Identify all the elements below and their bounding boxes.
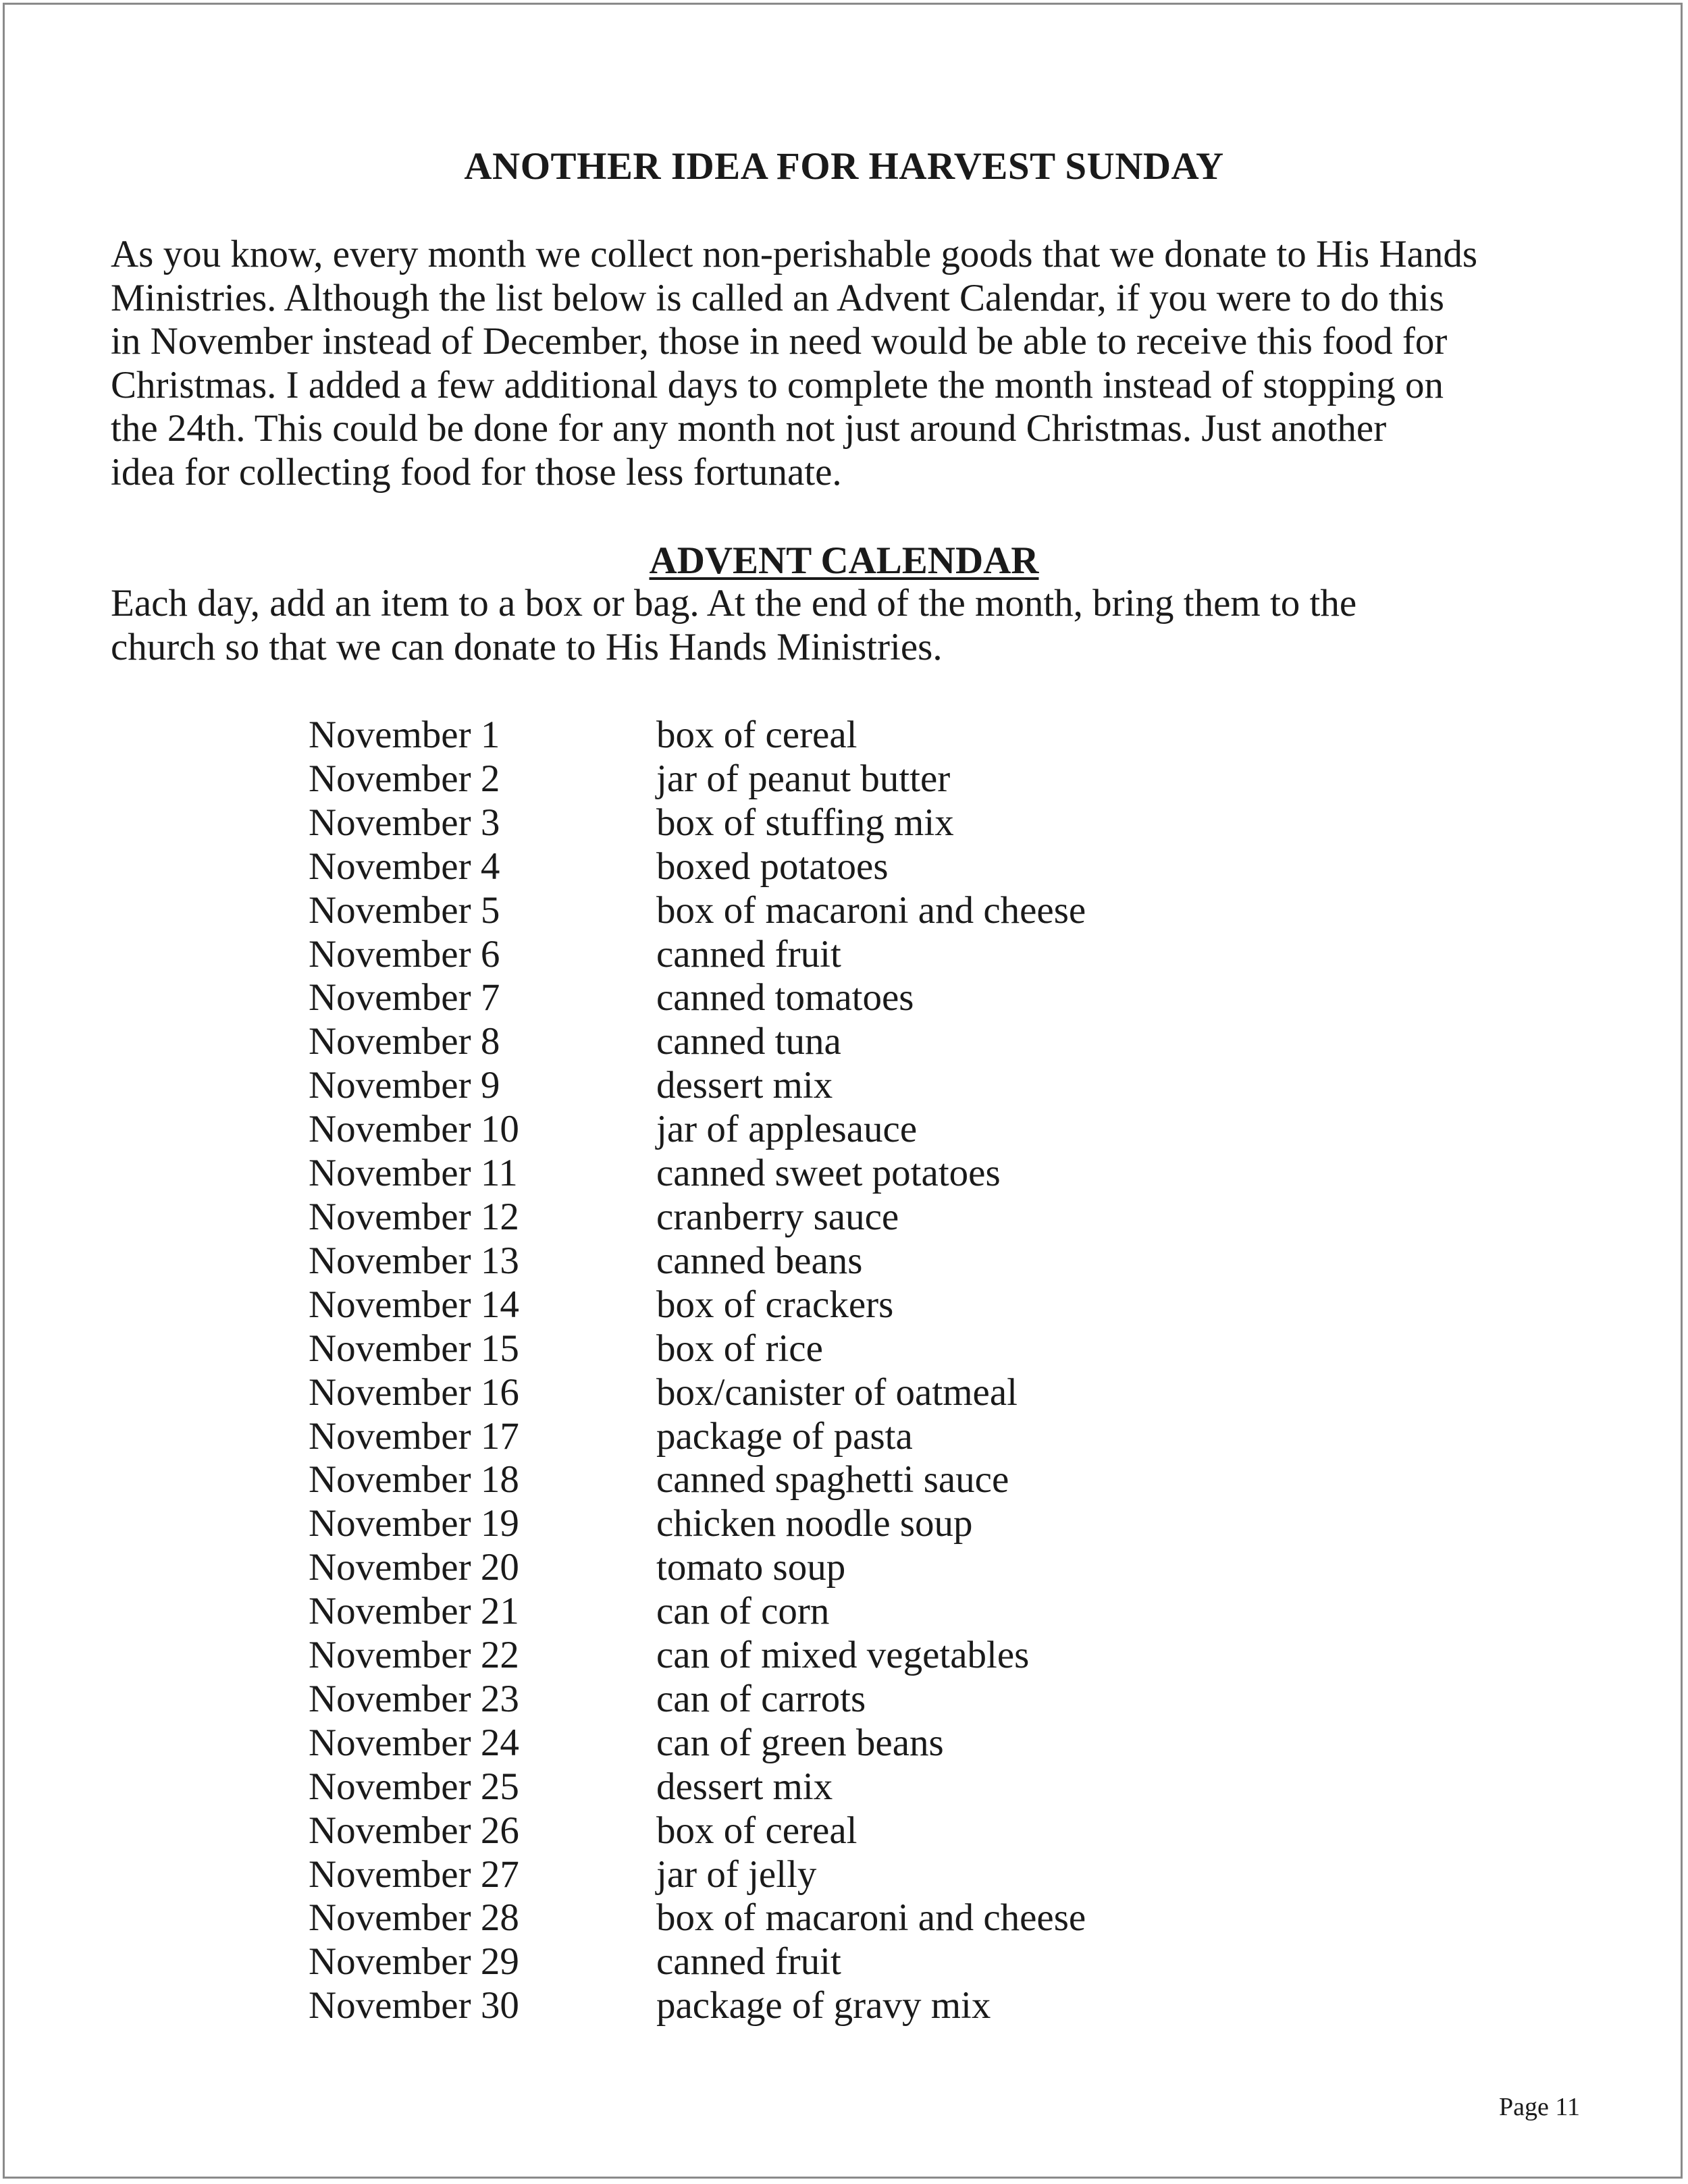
calendar-day: November 26 bbox=[309, 1809, 519, 1852]
calendar-item: canned tomatoes bbox=[656, 976, 914, 1019]
calendar-item: box of cereal bbox=[656, 1809, 858, 1852]
calendar-row bbox=[309, 1634, 1524, 1678]
calendar-item: can of mixed vegetables bbox=[656, 1634, 1030, 1677]
calendar-day: November 4 bbox=[309, 845, 500, 888]
calendar-item: box of macaroni and cheese bbox=[656, 888, 1086, 932]
calendar-row bbox=[309, 1152, 1524, 1196]
calendar-row bbox=[309, 1458, 1524, 1502]
section-heading-text: ADVENT CALENDAR bbox=[649, 539, 1039, 582]
calendar-item: dessert mix bbox=[656, 1064, 833, 1107]
calendar-day: November 23 bbox=[309, 1677, 519, 1720]
calendar-row bbox=[309, 1853, 1524, 1897]
calendar-item: canned spaghetti sauce bbox=[656, 1458, 1009, 1501]
calendar-row bbox=[309, 1502, 1524, 1546]
calendar-item: box of macaroni and cheese bbox=[656, 1896, 1086, 1940]
calendar-item: box/canister of oatmeal bbox=[656, 1370, 1018, 1414]
calendar-day: November 18 bbox=[309, 1458, 519, 1501]
intro-line: Ministries. Although the list below is called an Advent Calendar, if you were to do this bbox=[111, 276, 1444, 319]
calendar-row bbox=[309, 1371, 1524, 1415]
calendar-day: November 29 bbox=[309, 1940, 519, 1983]
calendar-day: November 17 bbox=[309, 1414, 519, 1458]
calendar-day: November 3 bbox=[309, 801, 500, 844]
calendar-day: November 7 bbox=[309, 976, 500, 1019]
calendar-row bbox=[309, 714, 1524, 757]
calendar-item: canned fruit bbox=[656, 1940, 841, 1983]
calendar-day: November 19 bbox=[309, 1502, 519, 1545]
intro-line: in November instead of December, those in need would be able to receive this food for bbox=[111, 320, 1448, 363]
calendar-day: November 16 bbox=[309, 1370, 519, 1414]
calendar-row bbox=[309, 1546, 1524, 1590]
calendar-day: November 20 bbox=[309, 1546, 519, 1589]
calendar-row bbox=[309, 1809, 1524, 1853]
calendar-row bbox=[309, 1765, 1524, 1809]
calendar-day: November 11 bbox=[309, 1152, 518, 1195]
calendar-item: box of crackers bbox=[656, 1283, 894, 1326]
calendar-day: November 8 bbox=[309, 1020, 500, 1063]
intro-line: the 24th. This could be done for any month not just around Christmas. Just another bbox=[111, 407, 1387, 450]
calendar-row bbox=[309, 1678, 1524, 1722]
calendar-day: November 13 bbox=[309, 1239, 519, 1282]
calendar-row bbox=[309, 933, 1524, 977]
calendar-row bbox=[309, 1327, 1524, 1371]
calendar-row bbox=[309, 1984, 1524, 2028]
calendar-day: November 25 bbox=[309, 1765, 519, 1808]
calendar-item: chicken noodle soup bbox=[656, 1502, 973, 1545]
advent-calendar-list bbox=[309, 714, 1524, 2028]
calendar-row bbox=[309, 889, 1524, 933]
calendar-day: November 10 bbox=[309, 1108, 519, 1151]
calendar-day: November 22 bbox=[309, 1634, 519, 1677]
intro-line: As you know, every month we collect non-perishable goods that we donate to His Hands bbox=[111, 233, 1478, 275]
calendar-row bbox=[309, 1940, 1524, 1984]
calendar-row bbox=[309, 1722, 1524, 1765]
calendar-row bbox=[309, 1064, 1524, 1108]
calendar-row bbox=[309, 1283, 1524, 1327]
calendar-item: jar of applesauce bbox=[656, 1108, 918, 1151]
intro-line: Christmas. I added a few additional days to complete the month instead of stopping on bbox=[111, 363, 1444, 406]
calendar-item: canned tuna bbox=[656, 1020, 841, 1063]
calendar-day: November 14 bbox=[309, 1283, 519, 1326]
calendar-item: canned fruit bbox=[656, 932, 841, 976]
calendar-row bbox=[309, 1108, 1524, 1152]
calendar-row bbox=[309, 1196, 1524, 1240]
calendar-row bbox=[309, 845, 1524, 889]
calendar-day: November 12 bbox=[309, 1195, 519, 1238]
calendar-item: dessert mix bbox=[656, 1765, 833, 1808]
calendar-item: cranberry sauce bbox=[656, 1195, 899, 1238]
calendar-day: November 9 bbox=[309, 1064, 500, 1107]
calendar-row bbox=[309, 976, 1524, 1020]
calendar-item: tomato soup bbox=[656, 1546, 846, 1589]
calendar-day: November 21 bbox=[309, 1590, 519, 1633]
calendar-day: November 15 bbox=[309, 1327, 519, 1370]
calendar-item: can of corn bbox=[656, 1590, 830, 1633]
instructions-paragraph bbox=[111, 582, 1610, 669]
calendar-item: canned beans bbox=[656, 1239, 863, 1282]
calendar-item: package of gravy mix bbox=[656, 1984, 991, 2027]
instructions-line: Each day, add an item to a box or bag. At the end of the month, bring them to the bbox=[111, 582, 1357, 624]
calendar-row bbox=[309, 1020, 1524, 1064]
calendar-day: November 24 bbox=[309, 1721, 519, 1764]
calendar-day: November 2 bbox=[309, 757, 500, 800]
calendar-item: jar of peanut butter bbox=[656, 757, 951, 800]
calendar-item: box of cereal bbox=[656, 714, 858, 756]
calendar-row bbox=[309, 1240, 1524, 1283]
calendar-item: box of stuffing mix bbox=[656, 801, 954, 844]
calendar-item: can of green beans bbox=[656, 1721, 944, 1764]
calendar-day: November 27 bbox=[309, 1853, 519, 1896]
calendar-day: November 5 bbox=[309, 888, 500, 932]
instructions-line: church so that we can donate to His Hands Ministries. bbox=[111, 625, 943, 668]
section-heading bbox=[0, 537, 1688, 585]
calendar-item: package of pasta bbox=[656, 1414, 913, 1458]
calendar-day: November 1 bbox=[309, 714, 500, 756]
intro-paragraph bbox=[111, 233, 1610, 494]
calendar-day: November 6 bbox=[309, 932, 500, 976]
calendar-day: November 30 bbox=[309, 1984, 519, 2027]
intro-line: idea for collecting food for those less fortunate. bbox=[111, 450, 842, 494]
calendar-item: canned sweet potatoes bbox=[656, 1152, 1001, 1195]
calendar-row bbox=[309, 1590, 1524, 1634]
calendar-item: box of rice bbox=[656, 1327, 823, 1370]
calendar-item: jar of jelly bbox=[656, 1853, 817, 1896]
page-title: ANOTHER IDEA FOR HARVEST SUNDAY bbox=[464, 145, 1224, 188]
calendar-day: November 28 bbox=[309, 1896, 519, 1940]
calendar-item: boxed potatoes bbox=[656, 845, 889, 888]
calendar-row bbox=[309, 757, 1524, 801]
calendar-row bbox=[309, 1896, 1524, 1940]
calendar-row bbox=[309, 801, 1524, 845]
calendar-item: can of carrots bbox=[656, 1677, 866, 1720]
calendar-row bbox=[309, 1415, 1524, 1459]
page-number: Page 11 bbox=[1499, 2093, 1580, 2121]
